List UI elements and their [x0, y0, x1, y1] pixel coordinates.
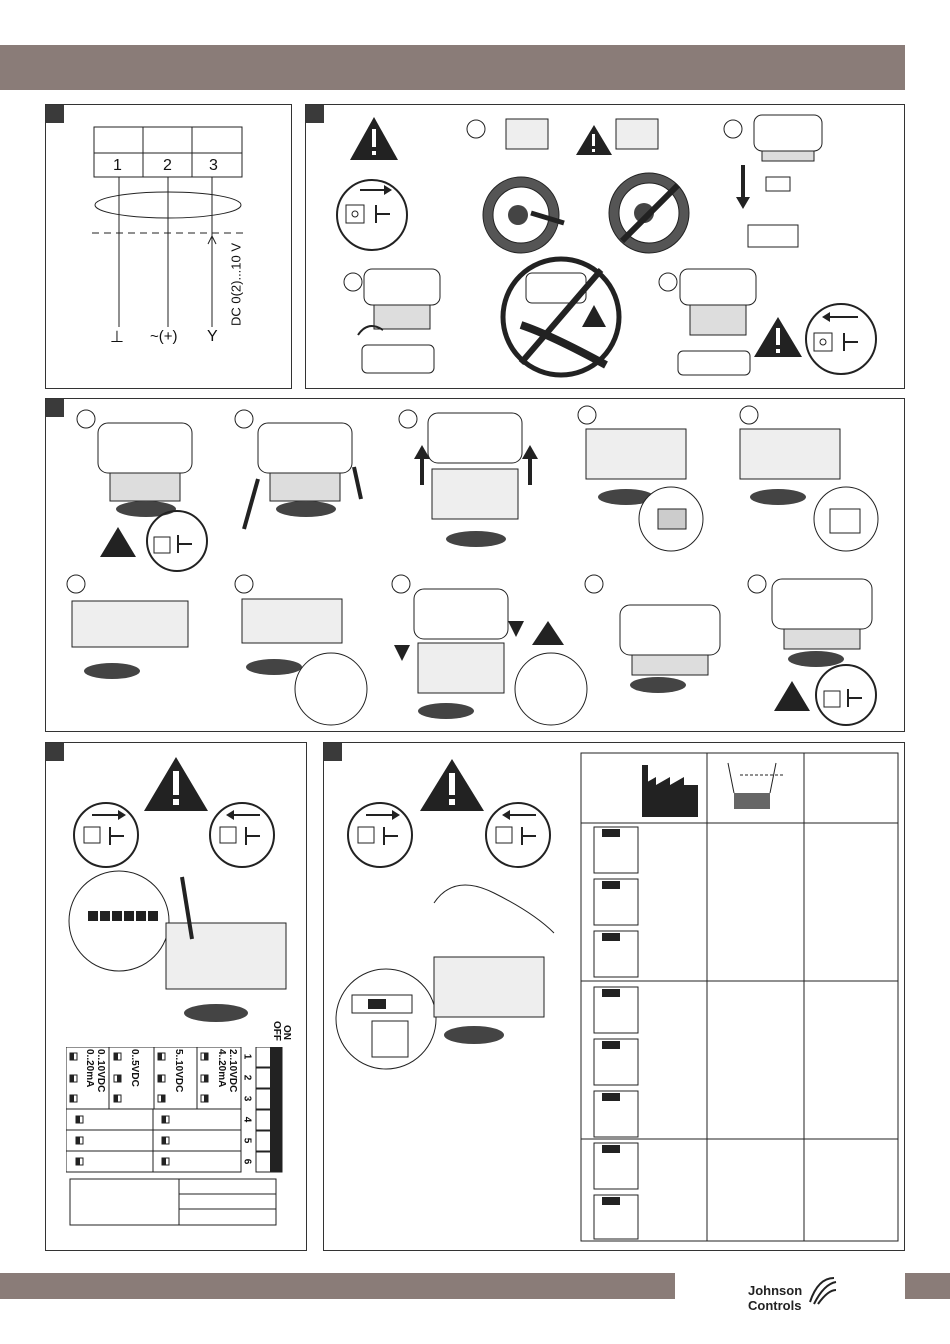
- warning-triangle-icon: [576, 125, 612, 155]
- factory-setting-illustration: [324, 743, 906, 1252]
- switch-number-1: 1: [241, 1053, 253, 1060]
- brand-mark-icon: [806, 1274, 838, 1306]
- switch-setting-icons: [594, 827, 638, 1239]
- power-off-icon: [348, 803, 412, 867]
- switch-number-4: 4: [241, 1116, 253, 1123]
- dip-switch-illustration: [46, 743, 308, 1043]
- adapter-ring-prohibited-illustration: [609, 119, 689, 253]
- warning-triangle-icon: [144, 757, 208, 811]
- no-wrench-warning: [503, 259, 619, 375]
- range-label-4: 2..10VDC 4..20mA: [216, 1049, 238, 1093]
- wiring-diagram: [46, 105, 293, 390]
- section-marker: [306, 105, 324, 123]
- adapter-ring-illustration: [483, 119, 564, 253]
- step-illustrations-row-1: [77, 406, 878, 571]
- section-marker: [46, 399, 64, 417]
- warning-triangle-icon: [420, 759, 484, 811]
- dip-switch-panel: [45, 742, 307, 1251]
- valve-stroke-icon: [728, 763, 784, 809]
- ground-label: ⊥: [110, 329, 124, 346]
- switch-number-3: 3: [241, 1095, 253, 1102]
- warning-triangle-icon: [754, 317, 802, 357]
- cable-connection-panel: [45, 398, 905, 732]
- step-illustrations-row-2: [67, 575, 876, 725]
- power-off-icon: [337, 180, 407, 250]
- footer-bar: [0, 1273, 675, 1299]
- range-label-1: 0..10VDC 0..20mA: [84, 1049, 106, 1093]
- switch-off-label: OFF: [271, 1021, 282, 1041]
- mounted-actuator-illustration: [678, 269, 756, 375]
- switch-number-5: 5: [241, 1137, 253, 1144]
- dip-table: [66, 1021, 304, 1175]
- header-bar: [0, 45, 905, 90]
- legend-table: [46, 1177, 308, 1237]
- factory-icon: [642, 765, 698, 817]
- power-off-icon: [74, 803, 138, 867]
- mounting-panel: [305, 104, 905, 389]
- brand-line-1: Johnson: [748, 1283, 803, 1298]
- supply-label: ~(+): [150, 328, 178, 345]
- section-marker: [46, 743, 64, 761]
- terminal-3-label: 3: [209, 157, 218, 174]
- section-marker: [46, 105, 64, 123]
- terminal-1-label: 1: [113, 157, 122, 174]
- factory-setting-panel: [323, 742, 905, 1251]
- switch-on-label: ON: [281, 1025, 292, 1040]
- range-label-3: 5..10VDC: [173, 1049, 184, 1093]
- power-on-icon: [806, 304, 876, 374]
- actuator-onto-valve-illustration: [736, 115, 822, 247]
- switch-number-6: 6: [241, 1158, 253, 1165]
- hand-tighten-illustration: [358, 269, 440, 373]
- signal-range-label: DC 0(2)...10 V: [228, 242, 244, 327]
- johnson-controls-logo: [748, 1274, 848, 1314]
- y-signal-label: Y: [207, 328, 218, 345]
- wiring-panel: [45, 104, 292, 389]
- power-on-icon: [486, 803, 550, 867]
- cable-steps-illustrations: [46, 399, 906, 733]
- section-marker: [324, 743, 342, 761]
- terminal-2-label: 2: [163, 157, 172, 174]
- range-label-2: 0..5VDC: [129, 1049, 140, 1087]
- power-on-icon: [210, 803, 274, 867]
- switch-number-2: 2: [241, 1074, 253, 1081]
- mounting-illustrations: [306, 105, 906, 390]
- brand-line-2: Controls: [748, 1298, 802, 1313]
- footer-bar-right: [905, 1273, 950, 1299]
- warning-triangle-icon: [350, 117, 398, 160]
